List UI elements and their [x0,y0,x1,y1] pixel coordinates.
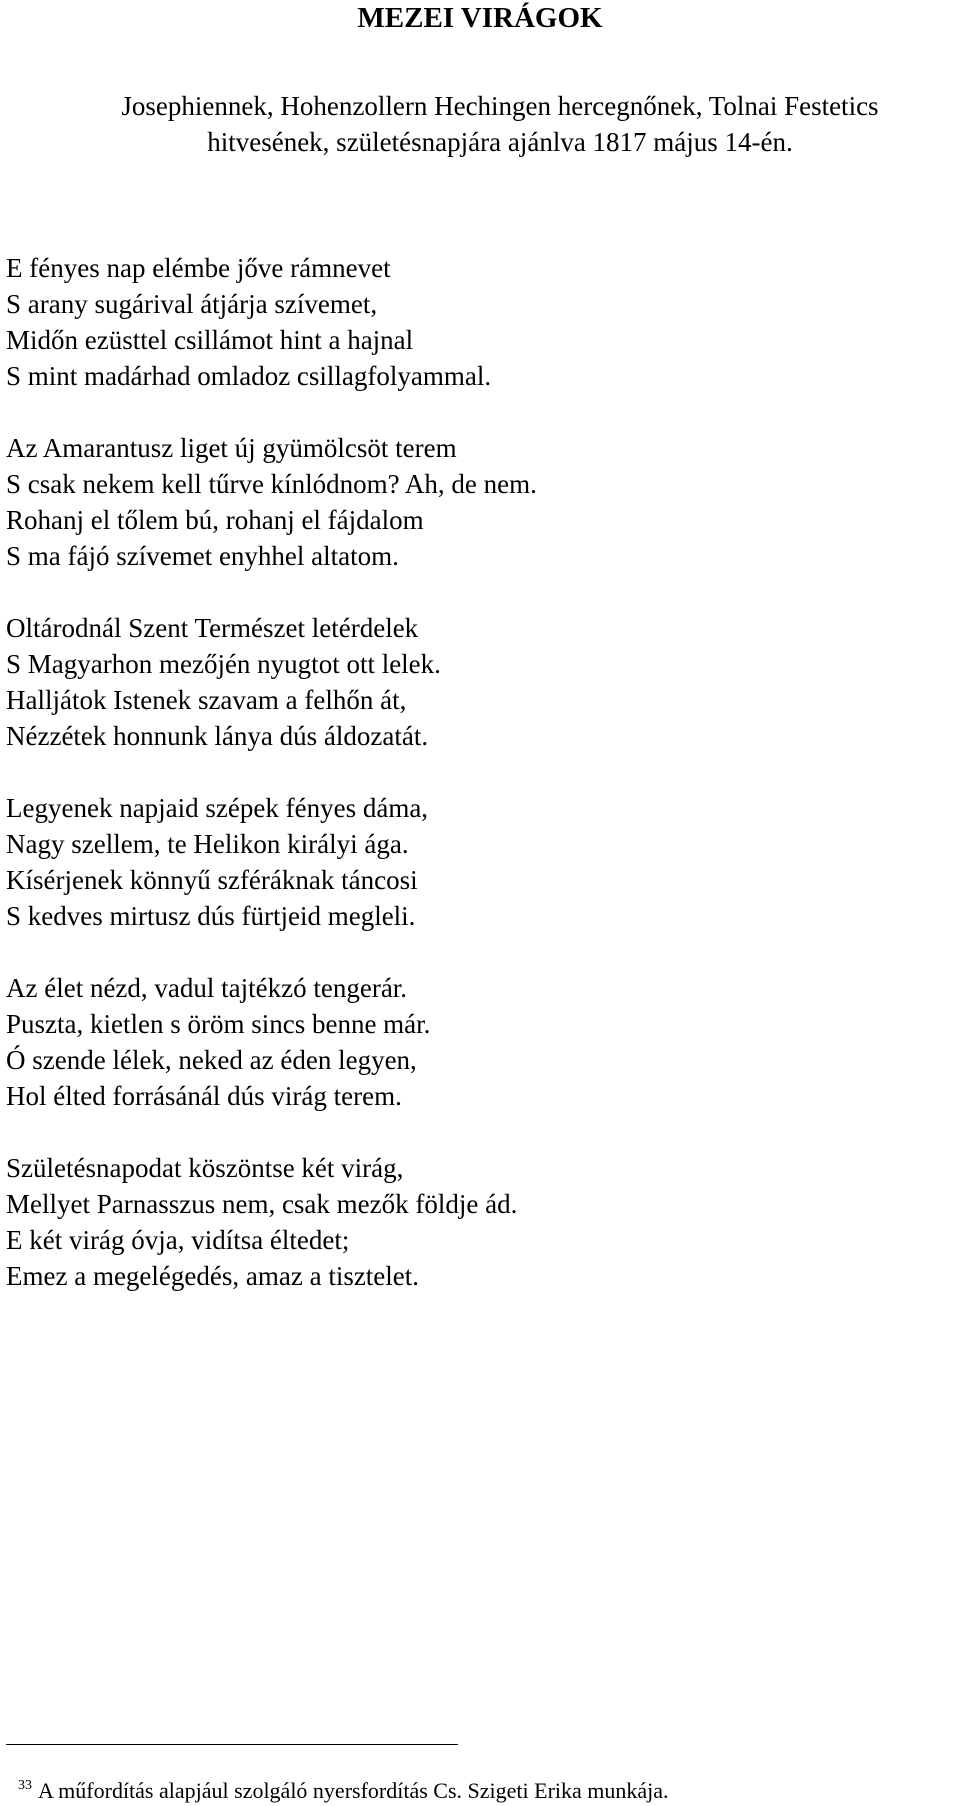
poem-body [6,250,956,1330]
poem-line: Legyenek napjaid szépek fényes dáma, [6,793,429,823]
dedication-line: hitvesének, születésnapjára ajánlva 1817 május 14-én. [207,127,793,157]
poem-line: Oltárodnál Szent Természet letérdelek [6,613,419,643]
poem-line: Emez a megelégedés, amaz a tisztelet. [6,1261,420,1291]
stanza-5 [6,970,956,1114]
poem-line: S ma fájó szívemet enyhhel altatom. [6,541,399,571]
poem-line: S mint madárhad omladoz csillagfolyammal. [6,361,492,391]
dedication [40,88,960,160]
poem-line: S Magyarhon mezőjén nyugtot ott lelek. [6,649,441,679]
poem-line: Midőn ezüsttel csillámot hint a hajnal [6,325,414,355]
stanza-2 [6,430,956,574]
poem-line: Mellyet Parnasszus nem, csak mezők földje ád. [6,1189,518,1219]
poem-line: Az élet nézd, vadul tajtékzó tengerár. [6,973,408,1003]
poem-line: E fényes nap elémbe jőve rámnevet [6,253,391,283]
stanza-1 [6,250,956,394]
poem-line: Kísérjenek könnyű szféráknak táncosi [6,865,418,895]
poem-line: Ó szende lélek, neked az éden legyen, [6,1045,417,1075]
poem-line: Az Amarantusz liget új gyümölcsöt terem [6,433,457,463]
poem-line: S csak nekem kell tűrve kínlódnom? Ah, de nem. [6,469,537,499]
poem-line: Rohanj el tőlem bú, rohanj el fájdalom [6,505,424,535]
footnote-number: 33 [18,1778,32,1793]
poem-line: S kedves mirtusz dús fürtjeid megleli. [6,901,416,931]
page-title: MEZEI VIRÁGOK [357,2,603,34]
poem-line: Nézzétek honnunk lánya dús áldozatát. [6,721,429,751]
poem-line: E két virág óvja, vidítsa éltedet; [6,1225,350,1255]
stanza-3 [6,610,956,754]
poem-line: Hol élted forrásánál dús virág terem. [6,1081,402,1111]
dedication-line: Josephiennek, Hohenzollern Hechingen hercegnőnek, Tolnai Festetics [121,91,879,121]
poem-line: S arany sugárival átjárja szívemet, [6,289,378,319]
footnote-divider [6,1744,458,1745]
footnote-text: A műfordítás alapjául szolgáló nyersfordítás Cs. Szigeti Erika munkája. [38,1778,669,1803]
stanza-6 [6,1150,956,1294]
poem-line: Halljátok Istenek szavam a felhőn át, [6,685,407,715]
stanza-4 [6,790,956,934]
poem-line: Nagy szellem, te Helikon királyi ága. [6,829,409,859]
footnote [18,1772,669,1805]
poem-line: Születésnapodat köszöntse két virág, [6,1153,404,1183]
poem-line: Puszta, kietlen s öröm sincs benne már. [6,1009,431,1039]
